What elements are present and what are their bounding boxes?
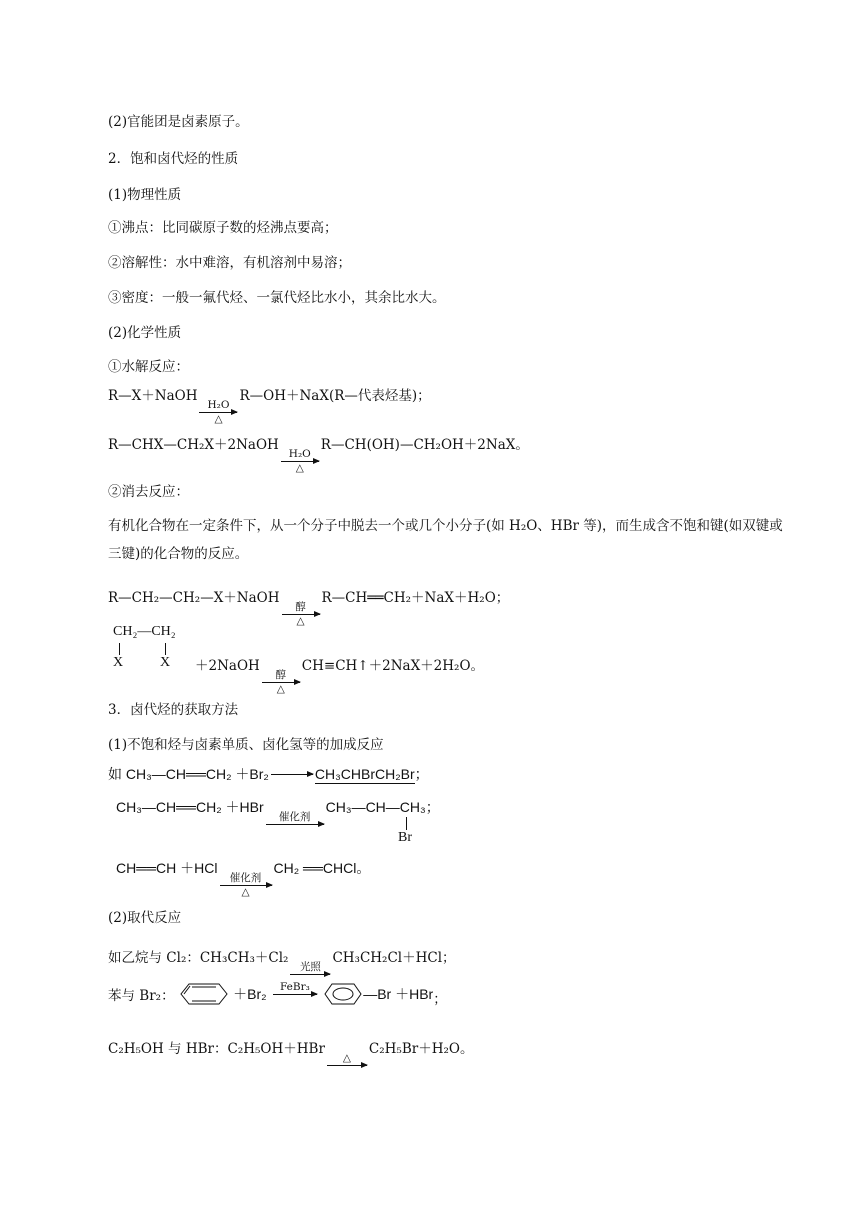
eq-products: C₂H₅Br＋H₂O。	[368, 1041, 474, 1057]
bond-line	[119, 643, 120, 655]
structure-x-right: X	[160, 655, 171, 670]
equation-addition-hcl	[116, 858, 370, 898]
eq-products: CH₂ ══CHCl。	[273, 860, 371, 876]
structure-x-left: X	[113, 655, 124, 670]
reaction-arrow	[281, 449, 319, 474]
arrow-condition-top: H₂O	[207, 399, 230, 411]
equation-hydrolysis-2	[108, 433, 529, 474]
text-line: ①沸点：比同碳原子数的烃沸点要高；	[108, 220, 338, 236]
eq-products: R—CH(OH)—CH₂OH＋2NaX。	[320, 437, 529, 453]
eq-end: ；	[414, 766, 429, 782]
reaction-arrow	[282, 602, 320, 627]
text-line: (1)不饱和烃与卤素单质、卤化氢等的加成反应	[108, 737, 384, 753]
eq-end: ；	[433, 991, 447, 1008]
arrow-condition-top: H₂O	[288, 448, 311, 460]
arrow-condition-top: 醇	[295, 601, 306, 613]
bond-line	[406, 817, 407, 830]
eq-reactants: R—CH₂—CH₂—X＋NaOH	[108, 590, 280, 606]
text-line: (2)化学性质	[108, 325, 182, 341]
eq-reactants: 如 CH₃—CH══CH₂ ＋Br₂	[108, 766, 269, 782]
text-line: (2)取代反应	[108, 910, 182, 926]
benzene-ring-icon	[323, 981, 363, 1007]
arrow-condition-top: FeBr₃	[279, 980, 310, 993]
arrow-condition-top: △	[342, 1052, 351, 1064]
eq-products: CH₃CHBrCH₂Br	[314, 766, 415, 782]
reaction-arrow	[220, 873, 272, 898]
eq-products: —Br ＋HBr	[363, 986, 434, 1002]
text-line: ①水解反应：	[108, 359, 189, 375]
arrow-condition-top: 催化剂	[278, 811, 311, 823]
equation-hydrolysis-1	[108, 384, 431, 425]
eq-reactants: 如乙烷与 Cl₂：CH₃CH₃＋Cl₂	[108, 950, 289, 966]
equation-addition-br2	[108, 764, 429, 784]
reaction-arrow	[266, 812, 324, 837]
text-line: ②消去反应：	[108, 484, 189, 500]
eq-end: ；	[425, 799, 440, 815]
eq-reactants: C₂H₅OH 与 HBr：C₂H₅OH＋HBr	[108, 1041, 325, 1057]
equation-substitution-benzene	[108, 981, 447, 1008]
eq-products: CH₃CH₂Cl＋HCl；	[332, 950, 456, 966]
structure-br: Br	[398, 830, 412, 845]
eq-reactants: ＋Br₂	[233, 986, 267, 1002]
arrow-condition-top: 催化剂	[229, 872, 262, 884]
equation-elimination-1	[108, 586, 509, 627]
section-heading: 3．卤代烃的获取方法	[108, 702, 239, 718]
eq-reactants: ＋2NaOH	[195, 658, 260, 674]
arrow-condition-bottom: △	[276, 683, 285, 695]
paragraph-definition: 有机化合物在一定条件下，从一个分子中脱去一个或几个小分子(如 H₂O、HBr 等)，而生成含不饱和键(如双键或三键)的化合物的反应。	[108, 518, 783, 562]
eq-products: CH≡CH↑＋2NaX＋2H₂O。	[301, 658, 485, 674]
eq-reactants: CH₃—CH══CH₂ ＋HBr	[116, 799, 264, 815]
reaction-arrow	[262, 670, 300, 695]
arrow-condition-bottom: △	[296, 615, 305, 627]
reaction-arrow	[327, 1053, 367, 1078]
reaction-arrow	[199, 400, 237, 425]
arrow-condition-bottom: △	[295, 462, 304, 474]
eq-reactants: R—X＋NaOH	[108, 388, 198, 404]
eq-products: CH₃—CH—CH₃	[325, 799, 426, 815]
text-line: ②溶解性：水中难溶，有机溶剂中易溶；	[108, 255, 351, 271]
arrow-condition-bottom: △	[214, 413, 223, 425]
reaction-arrow	[271, 773, 313, 776]
text-line: (2)官能团是卤素原子。	[108, 114, 249, 130]
reaction-arrow	[273, 982, 317, 1007]
eq-label: 苯与 Br₂：	[108, 988, 175, 1004]
section-heading: 2．饱和卤代烃的性质	[108, 151, 239, 167]
equation-substitution-ethanol	[108, 1037, 473, 1078]
arrow-condition-top: 醇	[275, 669, 287, 681]
equation-addition-hbr	[116, 797, 440, 837]
text-line: ③密度：一般一氟代烃、一氯代烃比水小，其余比水大。	[108, 290, 446, 306]
arrow-condition-bottom: △	[241, 886, 250, 898]
benzene-ring-icon	[179, 981, 229, 1007]
text-line: (1)物理性质	[108, 187, 182, 203]
eq-reactants: R—CHX—CH₂X＋2NaOH	[108, 437, 279, 453]
eq-products: R—CH══CH₂＋NaX＋H₂O；	[321, 590, 510, 606]
eq-products: R—OH＋NaX(R—代表烃基)；	[239, 388, 431, 404]
bond-line	[165, 643, 166, 655]
equation-elimination-2	[195, 654, 484, 695]
eq-reactants: CH══CH ＋HCl	[116, 860, 218, 876]
arrow-condition-top: 光照	[299, 961, 321, 973]
structure-dihaloethane: CH₂—CH₂	[113, 624, 176, 639]
